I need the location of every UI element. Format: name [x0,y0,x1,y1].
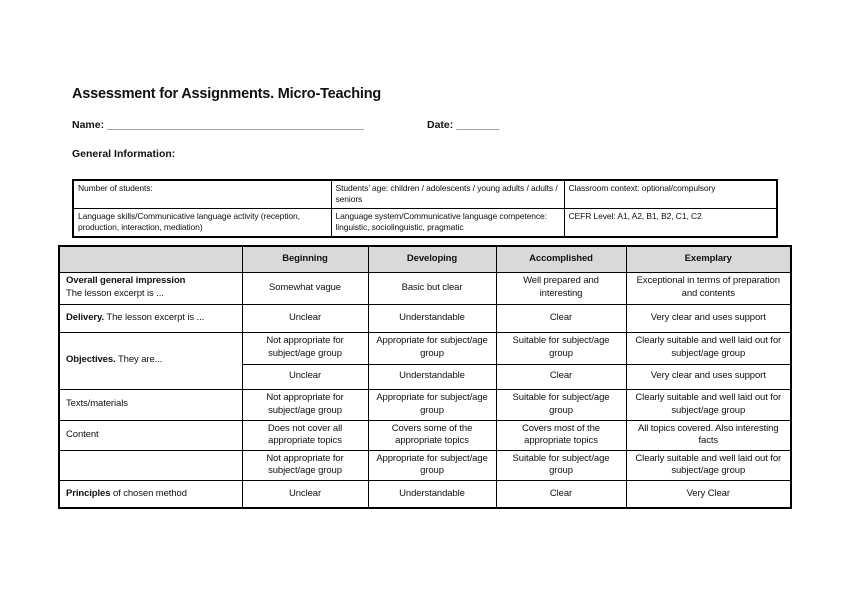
date-label: Date: [427,119,454,131]
rubric-cell: Basic but clear [368,272,496,304]
row-label-line2: The lesson excerpt is ... [66,288,164,299]
assessment-rubric-table [58,245,792,509]
column-header-criteria [59,246,242,272]
rubric-cell: Somewhat vague [242,272,368,304]
row-label-overall-impression [59,272,242,304]
row-label-rest: They are... [115,354,163,366]
rubric-cell: Understandable [368,480,496,508]
rubric-cell: Not appropriate for subject/age group [242,332,368,364]
rubric-cell: Clearly suitable and well laid out for subject/age group [626,450,791,480]
rubric-cell: Very clear and uses support [626,304,791,332]
rubric-cell: Suitable for subject/age group [496,332,626,364]
rubric-cell: Appropriate for subject/age group [368,389,496,420]
row-label-principles [59,480,242,508]
info-cell-classroom-context: Classroom context: optional/compulsory [564,180,777,209]
name-blank-line: ________________________________________________ [107,119,364,131]
rubric-cell: Well prepared and interesting [496,272,626,304]
rubric-cell: Clear [496,304,626,332]
rubric-cell: Unclear [242,480,368,508]
row-label-delivery [59,304,242,332]
rubric-cell: Exceptional in terms of preparation and contents [626,272,791,304]
date-blank-line: ________ [456,119,499,131]
rubric-cell: Suitable for subject/age group [496,450,626,480]
row-label-bold: Delivery. [66,311,105,323]
row-label-rest: The lesson excerpt is ... [104,311,205,323]
rubric-row-objectives-appropriateness [59,332,791,364]
info-table-row [73,209,777,238]
info-cell-students-age: Students’ age: children / adolescents / young adults / adults / seniors [331,180,564,209]
date-field-row [427,119,499,131]
row-label-rest: Texts/materials [66,398,128,410]
rubric-cell: All topics covered. Also interesting facts [626,420,791,450]
rubric-row-delivery [59,304,791,332]
row-label-texts-materials [59,389,242,420]
rubric-cell: Not appropriate for subject/age group [242,389,368,420]
row-label-bold: Overall general impression [66,275,186,287]
page-title: Assessment for Assignments. Micro-Teaching [72,86,382,102]
general-information-table [72,179,778,238]
rubric-row-content [59,420,791,450]
rubric-cell: Does not cover all appropriate topics [242,420,368,450]
info-table-row [73,180,777,209]
rubric-cell: Very clear and uses support [626,364,791,389]
rubric-row-method-appropriateness [59,450,791,480]
general-information-heading: General Information: [72,148,176,160]
rubric-cell: Clear [496,480,626,508]
column-header-accomplished: Accomplished [496,246,626,272]
rubric-cell: Appropriate for subject/age group [368,332,496,364]
info-cell-language-system: Language system/Communicative language competence: linguistic, sociolinguistic, pragmatic [331,209,564,238]
rubric-cell: Understandable [368,364,496,389]
row-label-content [59,420,242,450]
row-label-empty [59,450,242,480]
row-label-bold: Objectives. [66,354,116,366]
rubric-header-row [59,246,791,272]
rubric-cell: Covers some of the appropriate topics [368,420,496,450]
name-label: Name: [72,119,105,131]
row-label-bold: Principles [66,487,111,499]
rubric-cell: Clearly suitable and well laid out for subject/age group [626,332,791,364]
info-cell-number-of-students: Number of students: [73,180,331,209]
row-label-objectives [59,332,242,389]
rubric-cell: Appropriate for subject/age group [368,450,496,480]
rubric-row-texts-materials [59,389,791,420]
rubric-cell: Very Clear [626,480,791,508]
info-cell-cefr-level: CEFR Level: A1, A2, B1, B2, C1, C2 [564,209,777,238]
column-header-beginning: Beginning [242,246,368,272]
rubric-cell: Not appropriate for subject/age group [242,450,368,480]
info-cell-language-skills: Language skills/Communicative language activity (reception, production, interaction, mediation) [73,209,331,238]
rubric-cell: Covers most of the appropriate topics [496,420,626,450]
column-header-exemplary: Exemplary [626,246,791,272]
rubric-cell: Clearly suitable and well laid out for subject/age group [626,389,791,420]
name-field-row [72,119,363,131]
column-header-developing: Developing [368,246,496,272]
rubric-row-overall-impression [59,272,791,304]
rubric-cell: Clear [496,364,626,389]
rubric-row-principles [59,480,791,508]
rubric-cell: Understandable [368,304,496,332]
rubric-cell: Unclear [242,364,368,389]
row-label-rest: Content [66,428,99,440]
rubric-cell: Suitable for subject/age group [496,389,626,420]
row-label-rest: of chosen method [110,487,187,499]
rubric-cell: Unclear [242,304,368,332]
